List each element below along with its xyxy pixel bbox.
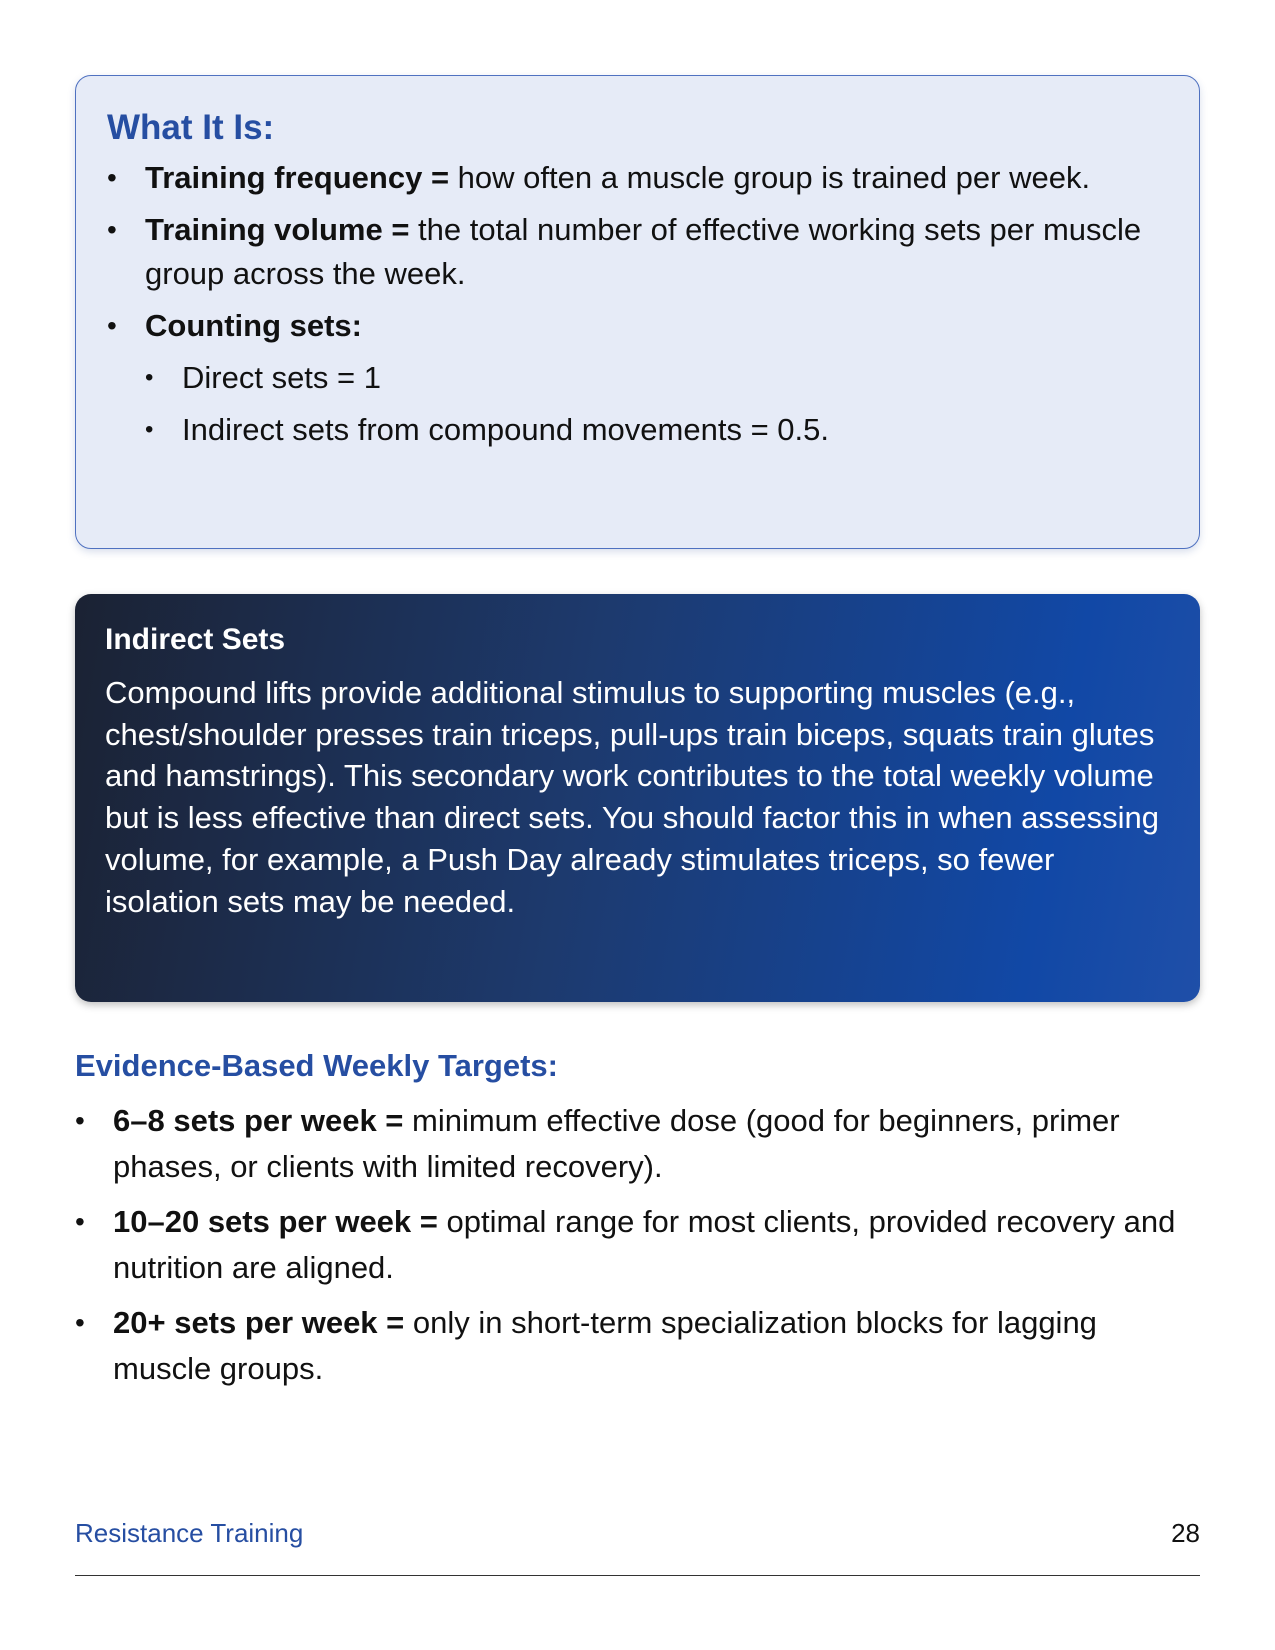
- list-item: [107, 156, 1169, 200]
- definition: optimal range for most clients, provided recovery and nutrition are aligned.: [113, 1204, 1176, 1285]
- weekly-targets-heading: Evidence-Based Weekly Targets:: [75, 1048, 558, 1083]
- weekly-targets-list: [75, 1098, 1200, 1392]
- indirect-sets-callout: [75, 594, 1200, 1002]
- what-it-is-heading: What It Is:: [107, 108, 275, 147]
- list-item: [107, 208, 1169, 296]
- term: 6–8 sets per week =: [113, 1103, 404, 1138]
- term: 20+ sets per week =: [113, 1305, 405, 1340]
- footer-divider: [75, 1575, 1200, 1576]
- list-item: [75, 1098, 1200, 1190]
- indirect-sets-body: Compound lifts provide additional stimulus to supporting muscles (e.g., chest/shoulder presses train triceps, pull-ups train biceps, squats train glutes and hamstrings). This secondary work contributes to the total weekly volume but is less effective than direct sets. You should factor this in when assessing volume, for example, a Push Day already stimulates triceps, so fewer isolation sets may be needed.: [105, 675, 1160, 919]
- what-it-is-box: [75, 75, 1200, 549]
- definition: minimum effective dose (good for beginners, primer phases, or clients with limited recovery).: [113, 1103, 1120, 1184]
- list-item: [75, 1199, 1200, 1291]
- definition: the total number of effective working sets per muscle group across the week.: [145, 212, 1142, 291]
- list-item: [75, 1300, 1200, 1392]
- sub-list-item: • Indirect sets from compound movements = 0.5.: [107, 408, 1169, 452]
- sub-list-item: • Direct sets = 1: [107, 356, 1169, 400]
- term: Training frequency =: [145, 160, 450, 195]
- term: 10–20 sets per week =: [113, 1204, 438, 1239]
- footer-section-title: Resistance Training: [75, 1518, 304, 1548]
- what-it-is-list: [107, 156, 1169, 452]
- definition: only in short-term specialization blocks for lagging muscle groups.: [113, 1305, 1097, 1386]
- definition: how often a muscle group is trained per week.: [449, 160, 1091, 195]
- term: Counting sets:: [145, 308, 362, 343]
- term: Training volume =: [145, 212, 410, 247]
- weekly-targets-section: [75, 1098, 1200, 1401]
- page-number: 28: [1171, 1518, 1200, 1548]
- indirect-sets-heading: Indirect Sets: [105, 623, 286, 656]
- list-item: [107, 304, 1169, 348]
